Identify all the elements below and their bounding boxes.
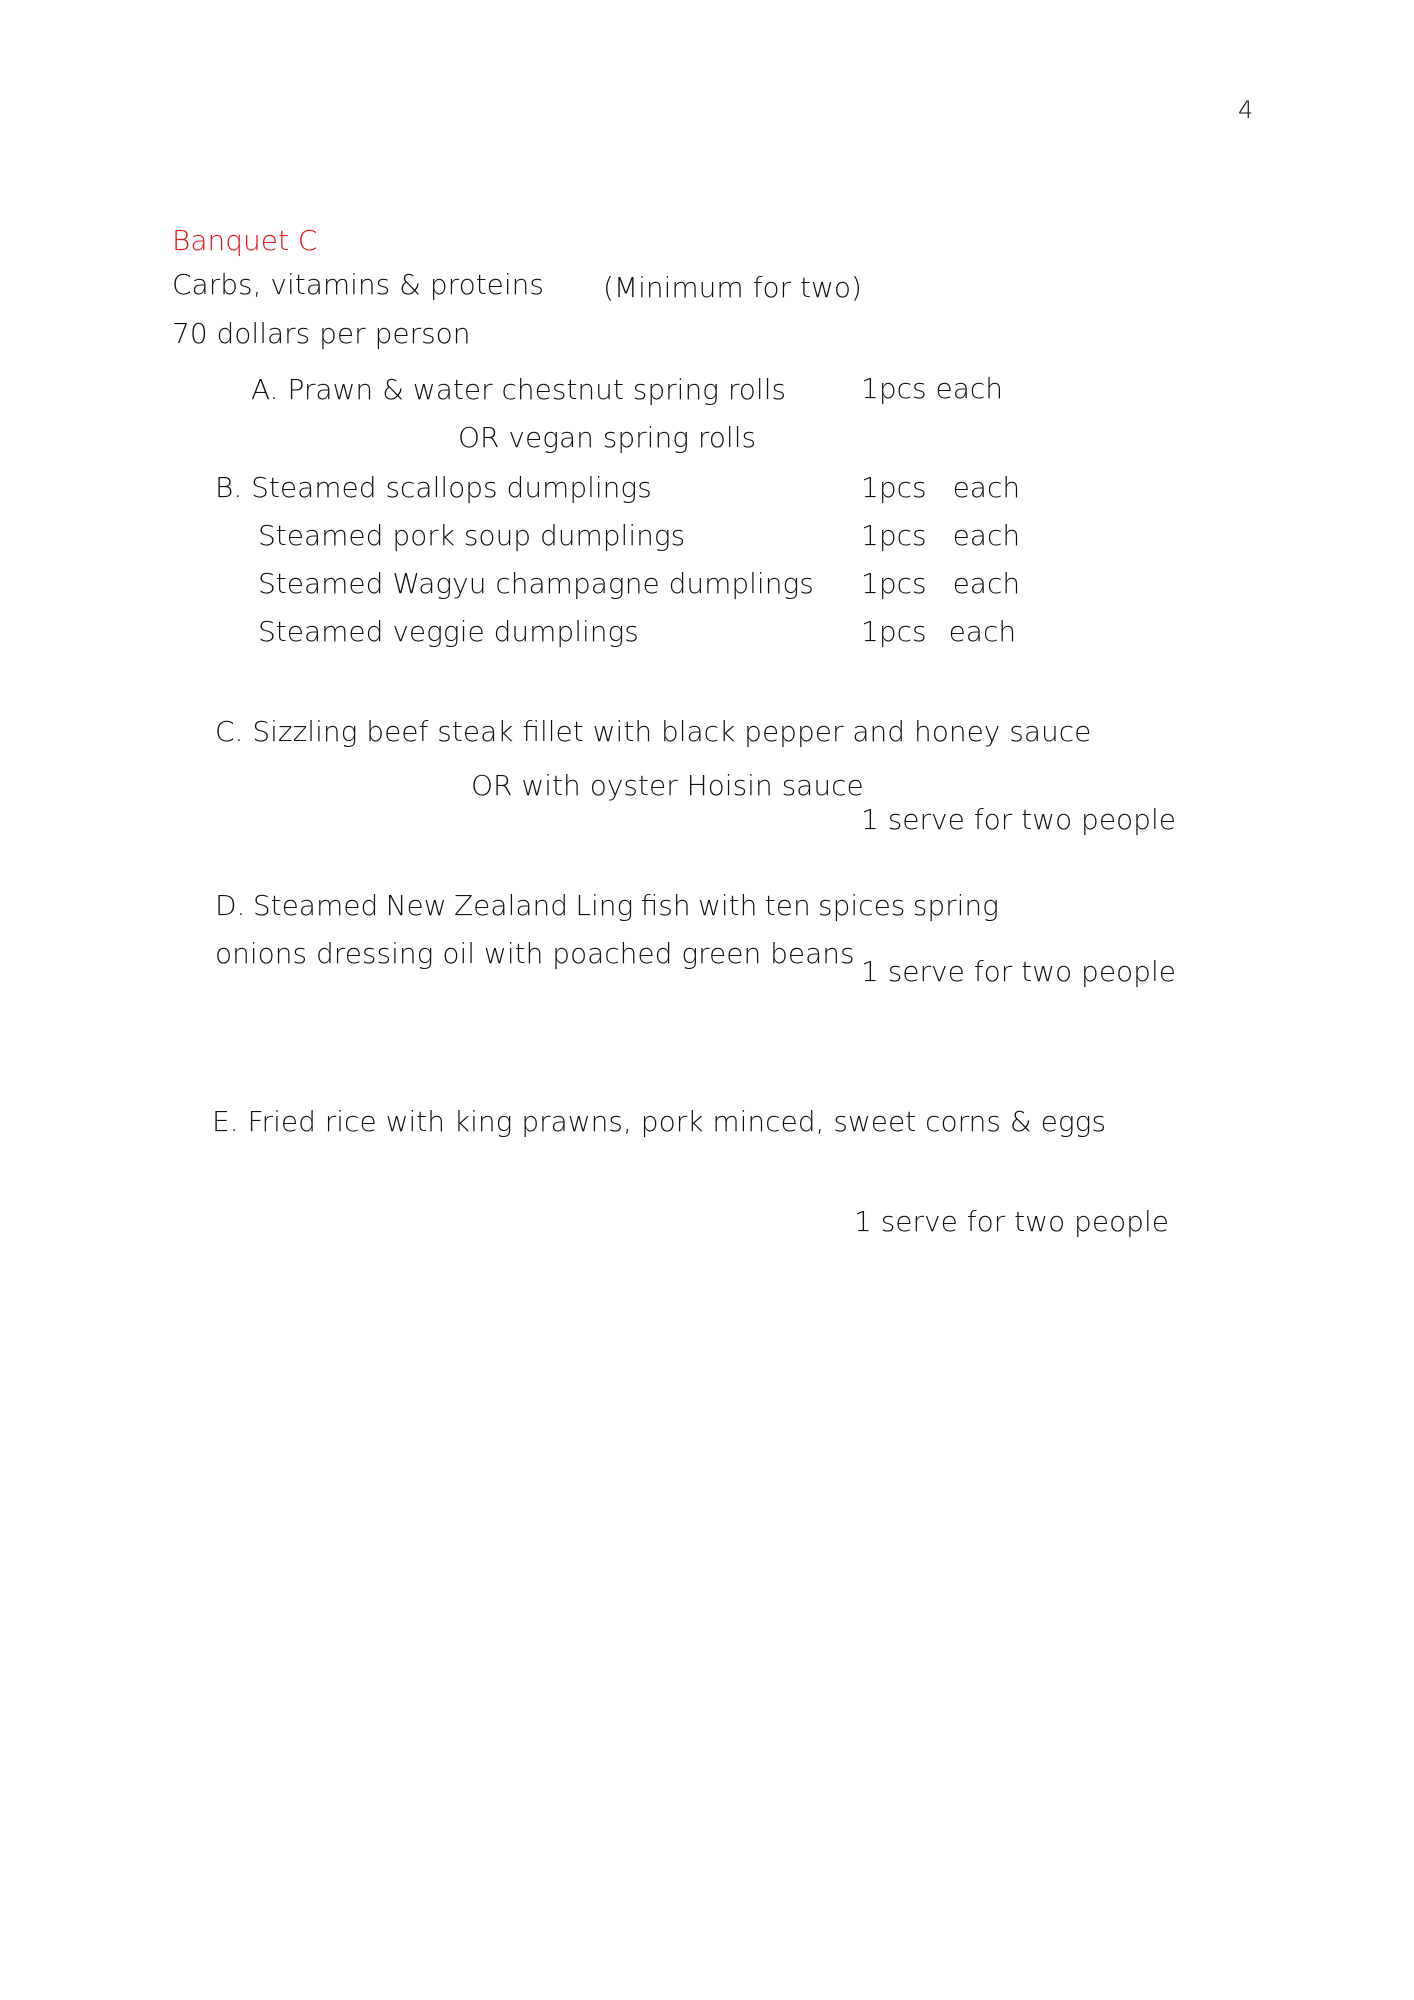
item-a-quantity: 1pcs each — [861, 372, 1003, 405]
item-b3-name: Steamed Wagyu champagne dumplings — [258, 567, 814, 600]
item-e-quantity: 1 serve for two people — [854, 1205, 1169, 1238]
price-per-person: 70 dollars per person — [172, 317, 471, 350]
item-b-name: B. Steamed scallops dumplings — [215, 471, 652, 504]
word: D. — [215, 889, 246, 922]
item-b3-quantity — [861, 566, 1020, 602]
qty-each: each — [952, 519, 1021, 552]
banquet-subtitle: Carbs, vitamins & proteins — [172, 268, 545, 301]
item-b2-name: Steamed pork soup dumplings — [258, 519, 686, 552]
page-number: 4 — [1238, 96, 1254, 124]
word: fish — [640, 889, 691, 922]
item-b4-name: Steamed veggie dumplings — [258, 615, 639, 648]
word: with — [697, 889, 758, 922]
minimum-note: (Minimum for two) — [603, 271, 862, 304]
item-c-alternative: OR with oyster Hoisin sauce — [471, 769, 864, 802]
word: Steamed — [252, 889, 379, 922]
qty-each: each — [952, 471, 1021, 504]
banquet-title: Banquet C — [172, 224, 318, 257]
item-b4-quantity — [861, 614, 1016, 650]
item-d-line2: onions dressing oil with poached green beans — [215, 937, 855, 970]
qty-pcs: 1pcs — [861, 567, 927, 600]
item-e-name: E. Fried rice with king prawns, pork minced, sweet corns & eggs — [212, 1105, 1107, 1138]
word: Zealand — [454, 889, 569, 922]
item-d-quantity: 1 serve for two people — [861, 955, 1176, 988]
word: spices — [818, 889, 906, 922]
qty-pcs: 1pcs — [861, 471, 927, 504]
qty-pcs: 1pcs — [861, 519, 927, 552]
word: spring — [912, 889, 999, 922]
word: ten — [764, 889, 811, 922]
item-c-quantity: 1 serve for two people — [861, 803, 1176, 836]
word: New — [385, 889, 447, 922]
qty-each: each — [948, 615, 1017, 648]
item-a-name: A. Prawn & water chestnut spring rolls — [251, 373, 787, 406]
item-b2-quantity — [861, 518, 1020, 554]
item-c-name: C. Sizzling beef steak fillet with black pepper and honey sauce — [215, 715, 1092, 748]
item-b-quantity — [861, 470, 1020, 506]
word: Ling — [575, 889, 634, 922]
item-d-line1 — [215, 888, 999, 924]
item-a-alternative: OR vegan spring rolls — [458, 421, 757, 454]
qty-pcs: 1pcs — [861, 615, 927, 648]
qty-each: each — [952, 567, 1021, 600]
